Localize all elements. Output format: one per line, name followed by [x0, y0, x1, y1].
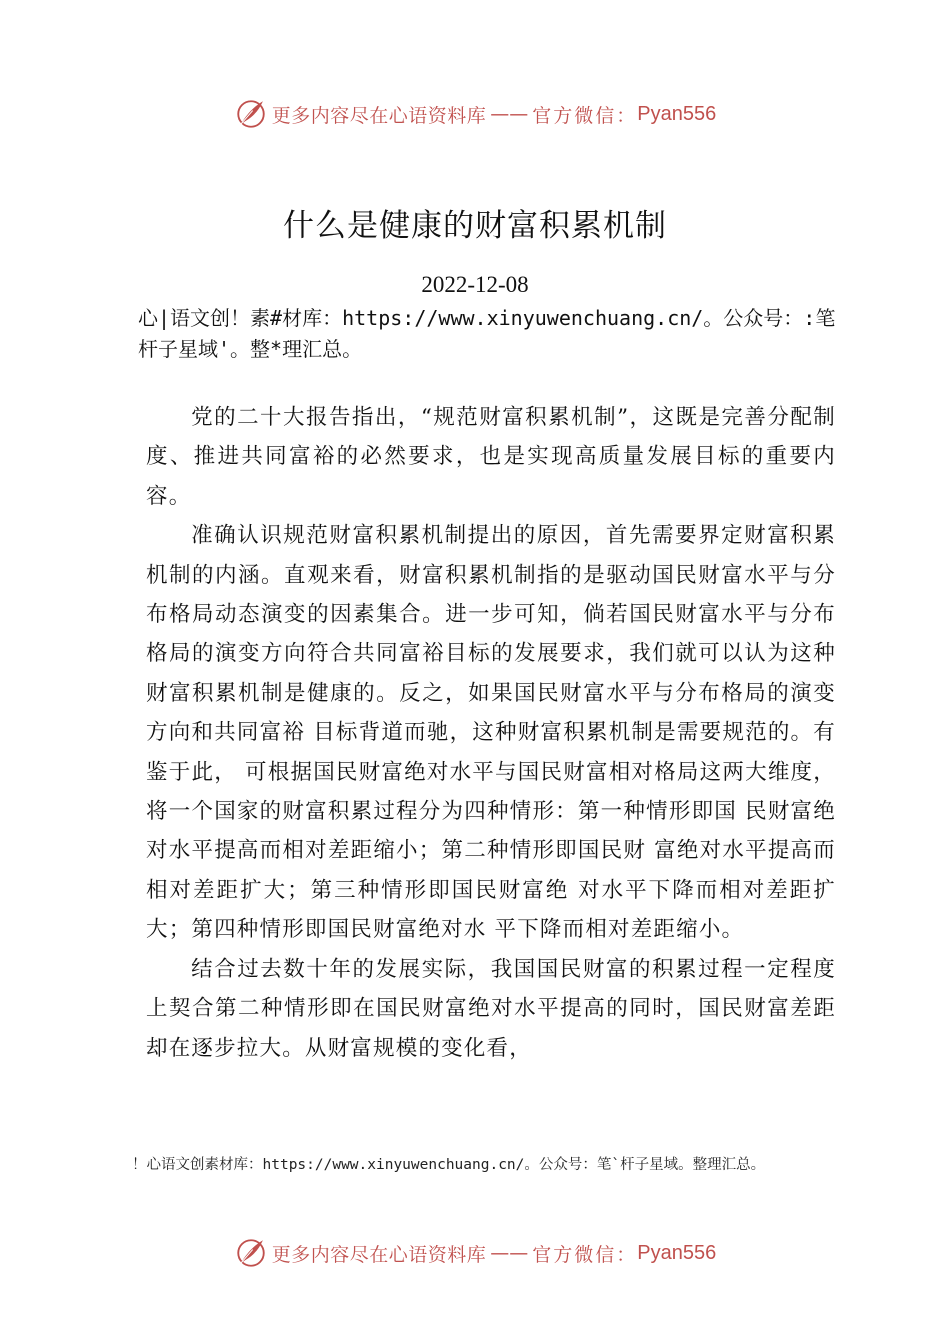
paragraph: 党的二十大报告指出，“规范财富积累机制”，这既是完善分配制度、推进共同富裕的必然要求，也是实现高质量发展目标的重要内容。	[146, 405, 836, 509]
document-body	[146, 398, 836, 1068]
banner-wechat-label: 官方微信：	[532, 1243, 638, 1266]
banner-separator: ——	[490, 103, 529, 125]
paragraph: 结合过去数十年的发展实际，我国国民财富的积累过程一定程度上契合第二种情形即在国民财富绝对水平提高的同时，国民财富差距却在逐步拉大。从财富规模的变化看，	[146, 956, 836, 1061]
banner-wechat-id: Pyan556	[637, 102, 717, 125]
banner-wechat-id: Pyan556	[637, 1241, 717, 1264]
document-date: 2022-12-08	[421, 272, 529, 297]
quill-pen-logo-icon	[234, 97, 268, 131]
header-banner	[0, 94, 950, 134]
quill-pen-logo-icon	[234, 1236, 268, 1270]
paragraph: 准确认识规范财富积累机制提出的原因，首先需要界定财富积累机制的内涵。直观来看，财富积累机制指的是驱动国民财富水平与分布格局动态演变的因素集合。进一步可知，倘若国民财富水平与分布格局的演变方向符合共同富裕目标的发展要求，我们就可以认为这种财富积累机制是健康的。反之，如果国民财富水平与分布格局的演变方向和共同富裕 目标背道而驰，这种财富积累机制是需要规范的。有鉴于此， 可根据国民财富绝对水平与国民财富相对格局这两大维度， 将一个国家的财富积累过程分为四种情形：第一种情形即国 民财富绝对水平提高而相对差距缩小；第二种情形即国民财 富绝对水平提高而相对差距扩大；第三种情形即国民财富绝 对水平下降而相对差距扩大；第四种情形即国民财富绝对水 平下降而相对差距缩小。	[146, 523, 836, 943]
footnote: ！心语文创素材库：https://www.xinyuwenchuang.cn/。公众号：笔`杆子星域。整理汇总。	[132, 1157, 766, 1173]
source-note: 心|语文创！素#材库：https://www.xinyuwenchuang.cn/。公众号：:笔杆子星域'。整*理汇总。	[138, 306, 836, 361]
footer-banner	[0, 1233, 950, 1273]
banner-slogan: 更多内容尽在心语资料库	[271, 1243, 487, 1266]
banner-slogan: 更多内容尽在心语资料库	[271, 104, 487, 127]
document-title: 什么是健康的财富积累机制	[283, 208, 667, 244]
banner-separator: ——	[490, 1242, 529, 1264]
banner-wechat-label: 官方微信：	[532, 104, 638, 127]
